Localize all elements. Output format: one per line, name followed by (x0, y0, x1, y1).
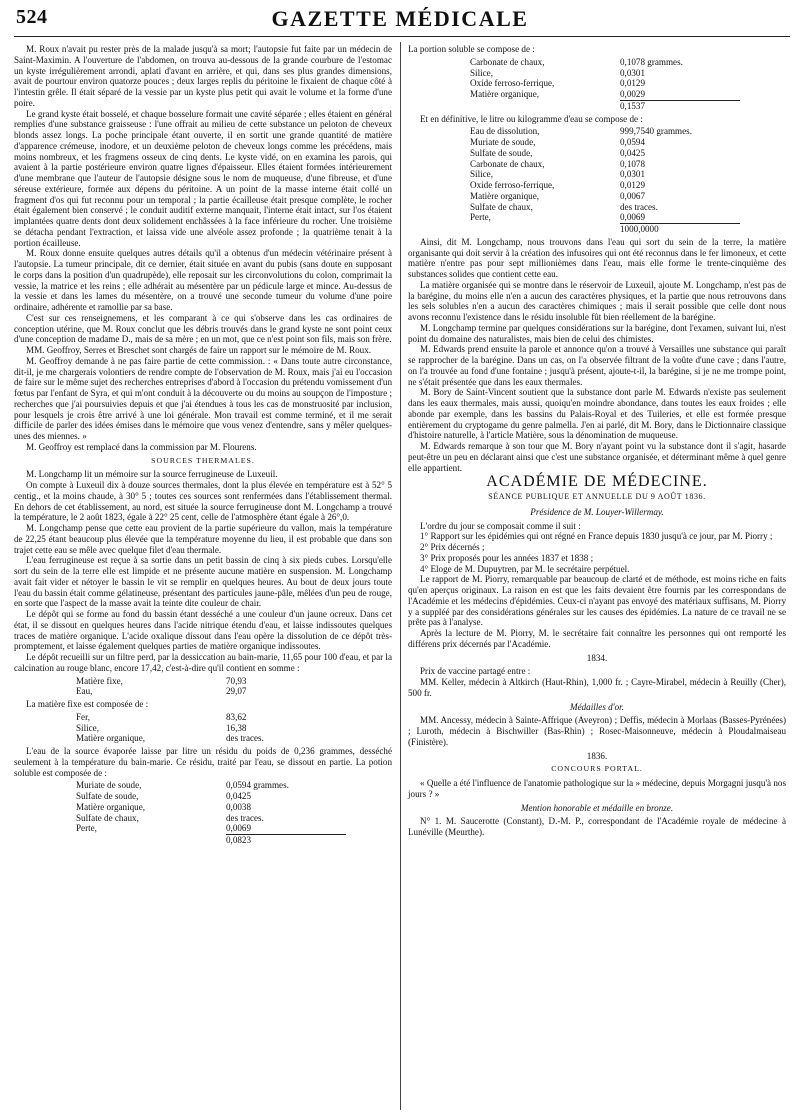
table-row (76, 802, 346, 813)
table-row (76, 791, 346, 802)
paragraph: Prix de vaccine partagé entre : (420, 666, 531, 677)
table-cell: Matière fixe, (76, 675, 123, 686)
subheading: Médailles d'or. (570, 701, 624, 712)
table-row (470, 148, 740, 159)
table-cell: des traces. (620, 201, 658, 212)
paragraph: On compte à Luxeuil dix à douze sources thermales, dont la plus élevée en température est à 52° 5 centig., et la moins chaude, à 30° 5 ; toutes ces sources sont renfermées dans l'établissement thermal. En dehors de cet établissement, au nord, est située la source ferrugineuse dont M. Longchamp a trouvé la température, le 2 août 1823, égale à 22° 25 cent, celle de l'atmosphère étant égale à 26°,0. (14, 480, 392, 523)
composition-table (470, 57, 740, 112)
paragraph: « Quelle a été l'influence de l'anatomie pathologique sur la » médecine, depuis Morgagni jusqu'à nos jours ? » (408, 778, 786, 799)
table-cell: 0,0129 (620, 78, 646, 89)
paragraph: M. Geoffroy demande à ne pas faire partie de cette commission. : « Dans toute autre circonstance, dit-il, je me chargerais volontiers de rendre compte de l'observation de M. Roux, mais j'ai eu l'occasion de faire sur le même sujet des recherches entreprises d'abord à l'occasion du prétendu vomissement d'un fœtus par l'enfant de Syra, et qui m'ont conduit à la découverte ou du moins au soupçon de l'imposture ; recherches que j'ai poursuivies depuis et que j'ai étendues à tous les cas de monstruosité par inclusion, pour lesquels je crois être arrivé à une loi générale. Mon travail est comme terminé, et il me serait difficile de parler des idées émises dans le mémoire que vous venez d'entendre, sans y mêler quelques-unes des miennes. » (14, 355, 392, 441)
composition-table (76, 676, 346, 698)
table-row (470, 159, 740, 170)
header-rule (14, 36, 790, 37)
paragraph: M. Bory de Saint-Vincent soutient que la substance dont parle M. Edwards n'existe pas seulement dans les eaux thermales, mais aussi, quoiqu'en moindre abondance, dans toutes les eaux froides ; elle abonde par exemple, dans les bassins du Palais-Royal et des Tuileries, et elle est formée presque entièrement du cryptogame du genre palmella. J'en ai parlé, dit M. Bory, dans le Dictionnaire classique d'histoire naturelle, à l'article Matière, sous la dénomination de muqueuse. (408, 387, 786, 441)
table-cell: 0,0067 (620, 190, 646, 201)
table-row (76, 780, 346, 791)
paragraph: N° 1. M. Saucerotte (Constant), D.-M. P., correspondant de l'Académie royale de médecine à Lunéville (Meurthe). (408, 816, 786, 837)
table-row (470, 180, 740, 191)
paragraph: Et en définitive, le litre ou kilogramme d'eau se compose de : (420, 113, 643, 124)
table-cell: Matière organique, (470, 89, 540, 99)
table-row (76, 686, 346, 697)
left-column (14, 44, 392, 848)
table-row (76, 813, 346, 824)
paragraph: La matière fixe est composée de : (26, 699, 149, 709)
table-cell: Perte, (470, 212, 491, 223)
table-row (470, 191, 740, 202)
paragraph: L'eau ferrugineuse est reçue à sa sortie dans un petit bassin de cinq à six pieds cubes. Lorsqu'elle sort du sein de la terre elle est limpide et ne présente aucune matière en suspension. M. Longchamp avait fait vider et nétoyer le bassin le vit se remplir en quelques heures. Au bout de deux jours toute l'eau du bassin était comme gélatineuse, présentant des particules jaune-pâle, mêlées d'un peu de rouge, en sorte que l'aspect de la masse avait la teinte dite couleur de chair. (14, 555, 392, 609)
composition-table (76, 780, 346, 846)
paragraph: Le dépôt recueilli sur un filtre perd, par la dessiccation au bain-marie, 11,65 pour 100 d'eau, et par la calcination au rouge blanc, encore 17,42, c'est-à-dire qu'il contient en somme : (14, 652, 392, 673)
table-row (76, 676, 346, 687)
table-row (76, 733, 346, 744)
paragraph: L'ordre du jour se composait comme il suit : (420, 520, 581, 531)
table-cell: des traces. (226, 812, 264, 823)
column-divider (400, 42, 401, 1110)
paragraph: M. Longchamp lit un mémoire sur la source ferrugineuse de Luxeuil. (26, 469, 278, 480)
table-cell: Perte, (76, 823, 97, 834)
paragraph: MM. Geoffroy, Serres et Breschet sont chargés de faire un rapport sur le mémoire de M. Roux. (26, 345, 372, 355)
subheading: Mention honorable et médaille en bronze. (520, 802, 674, 813)
paragraph: Ainsi, dit M. Longchamp, nous trouvons dans l'eau qui sort du sein de la terre, la matière organisante qui doit servir à la création des infusoires qui ont été reconnus dans le fer limoneux, et cette matière n'entre pas pour sept millionièmes dans l'eau, mais elle forme le trente-cinquième des substances solides que contient cette eau. (408, 236, 786, 279)
paragraph: L'eau de la source évaporée laisse par litre un résidu du poids de 0,236 grammes, desséché seulement à la température du bain-marie. Ce résidu, traité par l'eau, se dissout en partie. La potion soluble est composée de : (14, 746, 392, 778)
paragraph: M. Roux donne ensuite quelques autres détails qu'il a obtenus d'un médecin vétérinaire présent à l'autopsie. La tumeur principale, dit ce dernier, était située en avant du pubis (sans doute en supposant le corps dans la position d'un quadrupède), elle reposait sur les circonvolutions du colon, comprimait la vessie, la matrice et les reins ; elle adhérait au mésentère par un pédicule large et mince. Au-dessus de la vessie et dans les lames du mésentère, on a trouvé une seconde tumeur du volume d'une poire ordinaire, adhérente et ramollie par sa base. (14, 248, 392, 312)
composition-table (470, 126, 740, 235)
table-cell: 0,0129 (620, 180, 646, 190)
list-item: 3° Prix proposés pour les années 1837 et 1838 ; (420, 552, 594, 563)
paragraph: M. Geoffroy est remplacé dans la commission par M. Flourens. (26, 441, 257, 452)
table-total: 1000,0000 (620, 224, 740, 235)
table-cell: Sulfate de soude, (470, 147, 533, 158)
paragraph: Le dépôt qui se forme au fond du bassin étant desséché a une couleur d'un jaune ocreux. Dans cet état, il se dissout en quelques heures dans l'acide nitrique étendu d'eau, et laisse indissoutes quelques traces de matière organique. L'acide oxalique dissout dans l'eau opère la dissolution de ce dépôt très-promptement, et laisse également quelques parties de matière organique indissoutes. (14, 609, 392, 652)
table-cell: Matière organique, (76, 801, 146, 812)
table-row (470, 89, 740, 100)
table-cell: des traces. (226, 733, 264, 744)
table-cell: 0,0069 (620, 212, 646, 223)
table-total-row (76, 835, 346, 846)
section-heading: SOURCES THERMALES. (151, 455, 255, 465)
table-cell: Oxide ferroso-ferrique, (470, 180, 555, 190)
list-item: 2° Prix décernés ; (420, 542, 485, 552)
list-item: 4° Eloge de M. Dupuytren, par M. le secrétaire perpétuel. (420, 563, 630, 574)
table-cell: 29,07 (226, 686, 247, 697)
paragraph: M. Roux n'avait pu rester près de la malade jusqu'à sa mort; l'autopsie fut faite par un médecin de Saint-Maximin. A l'ouverture de l'abdomen, on trouva au-dessous de la grande courbure de l'estomac un kyste irrégulièrement arrondi, aplati d'avant en arrière, et qui, dans ses plus grandes dimensions, avait de pourtour environ quatorze pouces ; deux larges replis du péritoine le fixaient de chaque côté à l'intestin grêle. Il était séparé de la vessie par un kyste plus petit qui avait le volume et la forme d'une poire. (14, 44, 392, 108)
table-cell: Sulfate de soude, (76, 791, 139, 801)
journal-title: GAZETTE MÉDICALE (271, 6, 529, 31)
table-total-row (470, 224, 740, 235)
table-cell: Matière organique, (470, 190, 540, 201)
table-cell: Sulfate de chaux, (470, 201, 533, 212)
table-cell: Fer, (76, 711, 91, 722)
table-total: 0,1537 (620, 100, 740, 111)
table-row (76, 823, 346, 834)
paragraph: M. Edwards prend ensuite la parole et annonce qu'on a trouvé à Versailles une substance qui paraît se rapprocher de la barégine. Dans un cas, on l'a observée filtrant de la voûte d'une cave ; dans l'autre, on l'a trouvée au fond d'une fontaine ; jusqu'à présent, ajoute-t-il, la barégine, si je ne me trompe point, ne s'était présentée que dans les eaux thermales. (408, 344, 786, 387)
paragraph: M. Longchamp pense que cette eau provient de la partie supérieure du vallon, mais la température de 22,25 étant beaucoup plus élevée que la température moyenne du lieu, il est probable que dans son trajet cette eau se mêle avec quelque filet d'eau thermale. (14, 523, 392, 555)
table-row (470, 169, 740, 180)
table-cell: Eau, (76, 686, 93, 697)
table-cell: Matière organique, (76, 733, 146, 744)
right-column (408, 44, 786, 838)
paragraph: La matière organisée qui se montre dans le réservoir de Luxeuil, ajoute M. Longchamp, n'est pas de la barégine, du moins elle n'en a aucun des caractères physiques, et la partie que nous retrouvons dans les sels solubles n'en a aucun des caractères chimiques ; mais il serait possible que celle dont nous avons reconnu l'existence dans le résidu insoluble fût bien réellement de la barégine. (408, 279, 786, 322)
table-cell: 0,0594 (620, 137, 646, 147)
year-heading: 1836. (586, 750, 608, 761)
table-cell: Eau de dissolution, (470, 126, 540, 137)
table-cell: 0,0069 (226, 823, 252, 834)
table-row (76, 712, 346, 723)
table-cell: 70,93 (226, 675, 247, 686)
paragraph: MM. Keller, médecin à Altkirch (Haut-Rhin), 1,000 fr. ; Cayre-Mirabel, médecin à Reuilly (Cher), 500 fr. (408, 677, 786, 698)
table-cell: Carbonate de chaux, (470, 158, 545, 169)
paragraph: La portion soluble se compose de : (408, 44, 535, 54)
paragraph: MM. Ancessy, médecin à Sainte-Affrique (Aveyron) ; Deffis, médecin à Morlaas (Basses-Pyrénées) ; Luroth, médecin à Bischwiller (Bas-Rhin) ; Rosec-Maisonneuve, médecin à Ploudalmaiseau (Finistère). (408, 715, 786, 747)
table-cell: 0,0301 (620, 169, 646, 180)
paragraph: Après la lecture de M. Piorry, M. le secrétaire fait connaître les personnes qui ont remporté les différens prix décernés par l'Académie. (408, 628, 786, 649)
year-heading: 1834. (586, 652, 608, 663)
table-row (470, 126, 740, 137)
page-number: 524 (16, 6, 48, 28)
table-cell: 999,7540 grammes. (620, 126, 692, 137)
table-cell: Silice, (470, 67, 493, 78)
table-cell: Carbonate de chaux, (470, 56, 545, 67)
table-cell: Muriate de soude, (76, 780, 142, 791)
paragraph: Le rapport de M. Piorry, remarquable par beaucoup de clarté et de méthode, est moins riche en faits qu'en aperçus originaux. La raison en est que les faits devaient être fournis par les correspondans de l'Académie et les médecins d'épidémies. Ceux-ci n'ayant pas envoyé des matériaux suffisans, M. Piorry y a suppléé par des considérations générales sur les causes des épidémies. La nature de ce travail ne se prête pas à l'analyse. (408, 574, 786, 628)
table-cell: Silice, (76, 722, 99, 733)
table-cell: 0,0594 grammes. (226, 780, 289, 791)
table-cell: 0,1078 (620, 158, 646, 169)
table-cell: Oxide ferroso-ferrique, (470, 78, 555, 89)
table-row (470, 202, 740, 213)
list-item: 1° Rapport sur les épidémies qui ont régné en France depuis 1830 jusqu'à ce jour, par M. Piorry ; (420, 531, 773, 542)
table-cell: 83,62 (226, 711, 247, 722)
table-row (470, 57, 740, 68)
section-title: ACADÉMIE DE MÉDECINE. (486, 473, 708, 491)
table-row (76, 723, 346, 734)
composition-table (76, 712, 346, 744)
table-row (470, 68, 740, 79)
table-row (470, 212, 740, 223)
table-cell: 0,0029 (620, 89, 646, 99)
presidency-line: Présidence de M. Louyer-Willermay. (530, 506, 664, 517)
table-cell: 0,0301 (620, 67, 646, 78)
session-line: SÉANCE PUBLIQUE ET ANNUELLE DU 9 AOÛT 1836. (488, 492, 706, 501)
table-cell: 0,0425 (620, 147, 646, 158)
table-cell: Silice, (470, 169, 493, 180)
paragraph: M. Edwards remarque à son tour que M. Bory n'ayant point vu la substance dont il s'agit, hasarde peut-être un peu en déclarant ainsi que c'est une substance organisée, et déterminant même à quel genre elle appartient. (408, 441, 786, 473)
table-cell: Muriate de soude, (470, 137, 536, 147)
table-cell: Sulfate de chaux, (76, 812, 139, 823)
table-cell: 16,38 (226, 722, 247, 733)
paragraph: C'est sur ces renseignemens, et les comparant à ce qui s'observe dans les cas ordinaires de conception utérine, que M. Roux conclut que les débris trouvés dans le grand kyste ne sont point ceux d'une conception de madame D., mais de sa mère ; en un mot, que ce n'est point son fils, mais son frère. (14, 312, 392, 345)
table-total: 0,0823 (226, 835, 346, 846)
table-cell: 0,1078 grammes. (620, 56, 683, 67)
table-cell: 0,0425 (226, 791, 252, 801)
paragraph: Le grand kyste était bosselé, et chaque bosselure formait une cavité séparée ; elles étaient en général remplies d'une substance graisseuse : l'une offrait au milieu de cette substance un peloton de cheveux blonds assez longs. La poche principale étant ouverte, il en sortit une grande quantité de matière d'apparence crémeuse, inodore, et un deuxième peloton de cheveux longs comme les précédens, mais moins nombreux, et les fragmens osseux de cinq dents. Le kyste vidé, on en examina les parois, qui avaient à la partie postérieure environ quatre lignes d'épaisseur. Elles étaient formées intérieurement d'une membrane que l'auteur de l'autopsie désigne sous le nom de muqueuse, d'une fibreuse, et d'une séreuse extérieure, formée aux dépens du péritoine. A un point de la masse interne était collé un fragment d'os qui fut reconnu pour un temporal ; la partie écailleuse était presque complète, le rocher était également bien conservé ; le conduit auditif externe manquait, l'interne était intact, sur l'os étaient implantées quatre dents dont deux solidement enchâssées à la face inférieure du rocher. Une troisième se détacha pendant l'extraction, et laissa vide une alvéole assez profonde ; la quatrième tenait à la portion écailleuse. (14, 108, 392, 248)
paragraph: M. Longchamp termine par quelques considérations sur la barégine, dont l'examen, suivant lui, n'est point du domaine des naturalistes, mais bien de celui des chimistes. (408, 322, 786, 344)
table-row (470, 78, 740, 89)
table-row (470, 137, 740, 148)
page-header (10, 6, 790, 36)
section-heading: CONCOURS PORTAL. (551, 764, 643, 774)
table-total-row (470, 100, 740, 111)
table-cell: 0,0038 (226, 801, 252, 812)
